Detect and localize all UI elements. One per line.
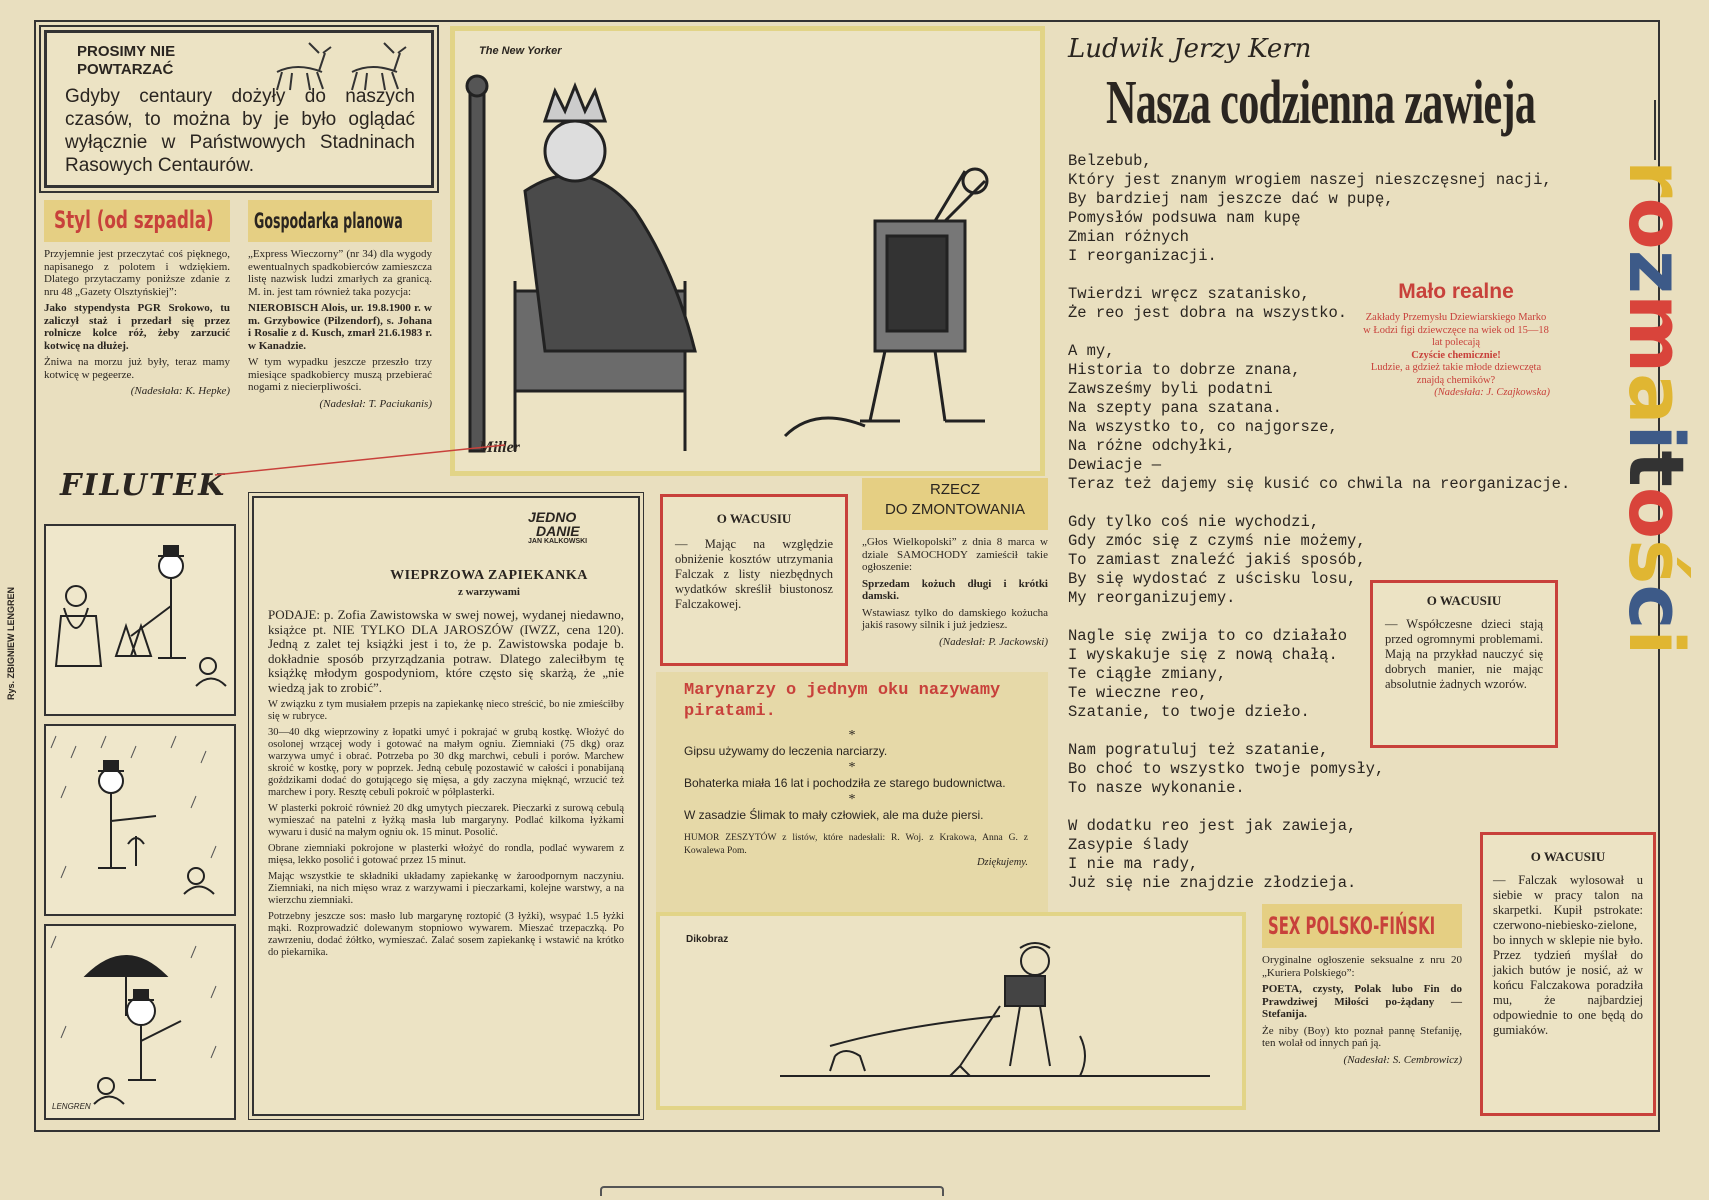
sex-signature: (Nadesłał: S. Cembrowicz) [1343,1053,1462,1066]
star-3: * [848,792,856,807]
gospodarka-p3: W tym wypadku jeszcze przeszło trzy miesiące spadkobiercy muszą przebierać nogami z niecierpliwości. [248,356,432,393]
marynarzy-item-1: Gipsu używamy do leczenia narciarzy. [684,744,888,758]
rozmaitosci-letter: o [1612,486,1701,540]
marynarzy-item-2: Bohaterka miała 16 lat i pochodziła ze starego budownictwa. [684,776,1006,790]
star-1: * [848,728,856,743]
rzecz-signature: (Nadesłał: P. Jackowski) [939,635,1048,648]
jedno-danie-logo [528,510,604,556]
gospodarka-p2: NIEROBISCH Alois, ur. 19.8.1900 r. w m. Grzybowice (Pilzendorf), s. Johana i Rosalie z d. Kusch, zmarł 21.6.1983 r. w Kanadzie. [248,302,432,352]
wacusiu1-text: — Mając na względzie obniżenie kosztów utrzymania Falczak z listy niezbędnych wydatków skreślił biustonosz Falczakowej. [675,537,833,611]
recipe-p7: Potrzebny jeszcze sos: masło lub margarynę roztopić (3 łyżki), wsypać 1.5 łyżki mąki. Rozprowadzić dolewanym stopniowo wywarem. Mieszać trzepaczką. Po zawrzeniu, dodać żółtko, wymieszać. Zalać sosem zapiekankę i wstawić na krótko do piekarnika. [268,911,624,958]
filutek-panel-3 [44,924,236,1120]
wacusiu2-text: — Współczesne dzieci stają przed ogromnymi problemami. Mają na przykład nauczyć się dobrych manier, nie mając absolutnie żadnych wzorów. [1385,617,1543,691]
dikobraz-caption: Dikobraz [686,934,729,945]
wacusiu2-title: O WACUSIU [1426,593,1502,608]
filutek-panel-2-drawing [46,726,234,914]
wacusiu1-title: O WACUSIU [716,511,792,526]
filutek-artist: LENGREN [52,1102,91,1111]
rzecz-p2: Sprzedam kożuch długi i krótki damski. [862,577,1048,602]
gospodarka-signature: (Nadesłał: T. Paciukanis) [319,397,432,410]
filutek-title: FILUTEK [60,468,227,503]
cartoon-caption: The New Yorker [479,45,562,57]
filutek-panel-1-drawing [46,526,234,714]
recipe-p3: 30—40 dkg wieprzowiny z łopatki umyć i pokrajać w grubą kostkę. Włożyć do osolonej wrzącej wody i gotować na małym ogniu. Ziemniaki (75 dkg) oraz warzywa umyć i obrać. Potrzeba po 30 dkg marchwi, cebuli i porów. Marchew skroić w kostkę, pory w poprzek. Jedną cebulę pozostawić w całości i ponabijaną goździkami dodać do gotującego się mięsa, a gdy zaczyna mięknąć, wrzucić też marchew i pory. Resztę cebuli pokroić w półplasterki. [268,727,624,798]
malo-text2: Ludzie, a gdzież takie młode dziewczęta znajdą chemików? [1370,362,1542,386]
gospodarka-title: Gospodarka planowa [254,209,403,233]
gospodarka-p1: „Express Wieczorny” (nr 34) dla wygody ewentualnych spadkobierców zamieszcza listę nazwisk ludzi zmarłych za granicą. M. in. jest tam również taka pozycja: [248,248,432,298]
recipe-p5: Obrane ziemniaki pokrojone w plasterki włożyć do rondla, podlać wywarem z mięsa, lekko posolić i gotować przez 15 minut. [268,843,624,866]
jedno-danie-box [252,496,640,1116]
rzecz-title-2: DO ZMONTOWANIA [885,501,1025,518]
logo-line1: JEDNO [528,509,577,525]
wacusiu3-title: O WACUSIU [1530,849,1606,864]
sex-column [1262,904,1462,1070]
prosimy-text: Gdyby centaury dożyły do naszych czasów, to można by je było oglądać wyłącznie w Państwowych Stadninach Rasowych Centaurów. [65,86,415,176]
sex-p2: POETA, czysty, Polak lubo Fin do Prawdziwej Miłości po-żądany — Stefanija. [1262,983,1462,1020]
rzecz-column [862,478,1048,652]
rozmaitosci-letter: a [1612,373,1701,425]
rzecz-p3: Wstawiasz tylko do damskiego kożucha jakiś rasowy silnik i już jedziesz. [862,606,1048,631]
prosimy-box [44,30,434,188]
wacusiu-box-1 [660,494,848,666]
styl-p1: Przyjemnie jest przeczytać coś pięknego, napisanego z polotem i wdziękiem. Dlatego przytaczamy poniższe zdanie z nru 48 „Gazety Olsztyńskiej”: [44,248,230,298]
rozmaitosci-letter: c [1612,584,1701,630]
rzecz-p1: „Głos Wielkopolski” z dnia 8 marca w dziale SAMOCHODY zamieścił takie ogłoszenie: [862,536,1048,573]
marynarzy-thanks: Dziękujemy. [976,857,1028,868]
rozmaitosci-vertical-title [1612,160,1702,820]
rozmaitosci-letter: t [1612,450,1701,487]
poem-text: Belzebub, Który jest znanym wrogiem naszej nieszczęsnej nacji, By bardziej nam jeszcze dać w pupę, Pomysłów podsuwa nam kupę Zmian różnych I reorganizacji. Twierdzi wręcz szatanisko, Że reo jest dobra na wszystko. A my, Historia to dobrze znana, Zawsześmy byli podatni Na szepty pana szatana. Na wszystko to, co najgorsze, Na różne odchyłki, Dewiacje — Teraz też dajemy się kusić co chwila na reorganizacje. Gdy tylko coś nie wychodzi, Gdy zmóc się z czymś nie możemy, To zamiast znaleźć jakiś sposób, By się wydostać z uścisku losu, My reorganizujemy. Nagle się zwija to co działało I wyskakuje się z nową chałą. Te ciągłe zmiany, Te wieczne reo, Szatanie, to twoje dzieło. Nam pogratuluj też szatanie, Bo choć to wszystko twoje pomysły, To nasze wykonanie. W dodatku reo jest jak zawieja, Zasypie ślady I nie ma rady, Już się nie znajdzie złodzieja. [1068,152,1571,892]
rozmaitosci-letter: z [1612,249,1701,294]
marynarzy-credit: HUMOR ZESZYTÓW z listów, które nadesłali: R. Woj. z Krakowa, Anna G. z Kowalewa Pom. [684,833,1028,856]
sex-title: SEX POLSKO-FIŃSKI [1268,912,1436,940]
prosimy-title: PROSIMY NIE POWTARZAĆ [77,43,176,78]
logo-line2: DANIE [536,523,580,539]
filutek-pointer-line [210,440,510,480]
recipe-p4: W plasterki pokroić również 20 dkg umytych pieczarek. Pieczarki z surową cebulą wymieszać na patelni z łyżką masła lub margaryny. Podlać kilkoma łyżkami wywaru i dusić na małym ogniu ok. 15 minut. Posolić. [268,803,624,838]
marynarzy-box [656,672,1048,912]
rozmaitosci-letter: r [1612,160,1701,198]
recipe-p2: W związku z tym musiałem przepis na zapiekankę nieco streścić, bo nie zmieściłby się w rubryce. [268,699,624,722]
dikobraz-illustration [660,916,1242,1106]
styl-p3: Żniwa na morzu już były, teraz mamy kotwicę w pegeerze. [44,356,230,381]
rozmaitosci-letter: i [1612,629,1701,656]
filutek-panel-3-drawing [46,926,234,1118]
star-2: * [848,760,856,775]
page-bottom-tab [600,1186,944,1196]
malo-text: Zakłady Przemysłu Dziewiarskiego Marko w Łodzi figi dziewczęce na wiek od 15—18 lat polecają [1363,312,1549,348]
rozmaitosci-letter: o [1612,197,1701,250]
side-credit: Rys. ZBIGNIEW LENGREN [6,586,16,700]
gospodarka-column [248,200,432,414]
styl-column [44,200,230,402]
rozmaitosci-letter: i [1612,424,1701,451]
sex-p1: Oryginalne ogłoszenie seksualne z nru 20 „Kuriera Polskiego”: [1262,954,1462,979]
wacusiu-box-3 [1480,832,1656,1116]
sex-p3: Że niby (Boy) kto poznał pannę Stefaniję, ten wolał od innych pań ją. [1262,1024,1462,1049]
styl-signature: (Nadesłała: K. Hepke) [130,385,230,397]
poem-title: Nasza codzienna zawieja [1106,69,1536,137]
malo-signature: (Nadesłała: J. Czajkowska) [1434,387,1550,398]
rzecz-title-1: RZECZ [930,481,980,498]
malo-title: Mało realne [1398,280,1514,303]
styl-title: Styl (od szpadla) [54,206,214,234]
filutek-panel-1 [44,524,236,716]
cartoon-signature: Miller [479,439,520,456]
poem-author: Ludwik Jerzy Kern [1068,34,1312,64]
recipe-subtitle: z warzywami [457,586,520,598]
poem-corner-line [1610,100,1660,160]
rozmaitosci-letter: ś [1612,539,1701,585]
malo-box [1362,280,1550,400]
cartoon-king-tv [450,26,1045,476]
marynarzy-title: Marynarzy o jednym oku nazywamy piratami. [684,681,1001,721]
wacusiu-box-2 [1370,580,1558,748]
recipe-p6: Mając wszystkie te składniki układamy zapiekankę w żaroodpornym naczyniu. Ziemniaki, na nich mięso wraz z warzywami i pieczarkami, kolejne warstwy, a na wierzchu ziemniaki. [268,871,624,906]
recipe-p1: PODAJE: p. Zofia Zawistowska w swej nowej, wydanej niedawno, książce pt. NIE TYLKO DLA JAROSZÓW (IWZZ, cena 120). Jedną z zalet tej książki jest i to, że p. Zawistowska podaje b. dokładnie sposób przyrządzania potraw. Dlatego zaleciłbym tę książkę młodym gospodyniom, które często się skarżą, że „nie wiedzą jak to zrobić”. [268,607,624,695]
styl-p2: Jako stypendysta PGR Srokowo, tu zaliczył staż i przedarł się przez rolnicze kolce róż, żeby zarzucić kotwicę na dłużej. [44,302,230,352]
rozmaitosci-letter: m [1612,293,1701,374]
malo-emph: Czyście chemicznie! [1411,349,1501,361]
cartoon-dikobraz [656,912,1246,1110]
recipe-title: WIEPRZOWA ZAPIEKANKA [390,568,588,583]
wacusiu3-text: — Falczak wylosował u siebie w pracy talon na skarpetki. Kupił pstrokate: czerwono-niebiesko-zielone, bo innych w sklepie nie było. Przez tydzień myślał do jakich butów je nosić, aż w końcu Falczakowa poradziła mu, że najbardziej odpowiednie to one będą do gumiaków. [1493,873,1643,1037]
marynarzy-item-3: W zasadzie Ślimak to mały człowiek, ale ma duże piersi. [684,808,984,822]
logo-author: JAN KALKOWSKI [528,538,588,545]
filutek-panel-2 [44,724,236,916]
king-tv-illustration [455,31,1040,471]
